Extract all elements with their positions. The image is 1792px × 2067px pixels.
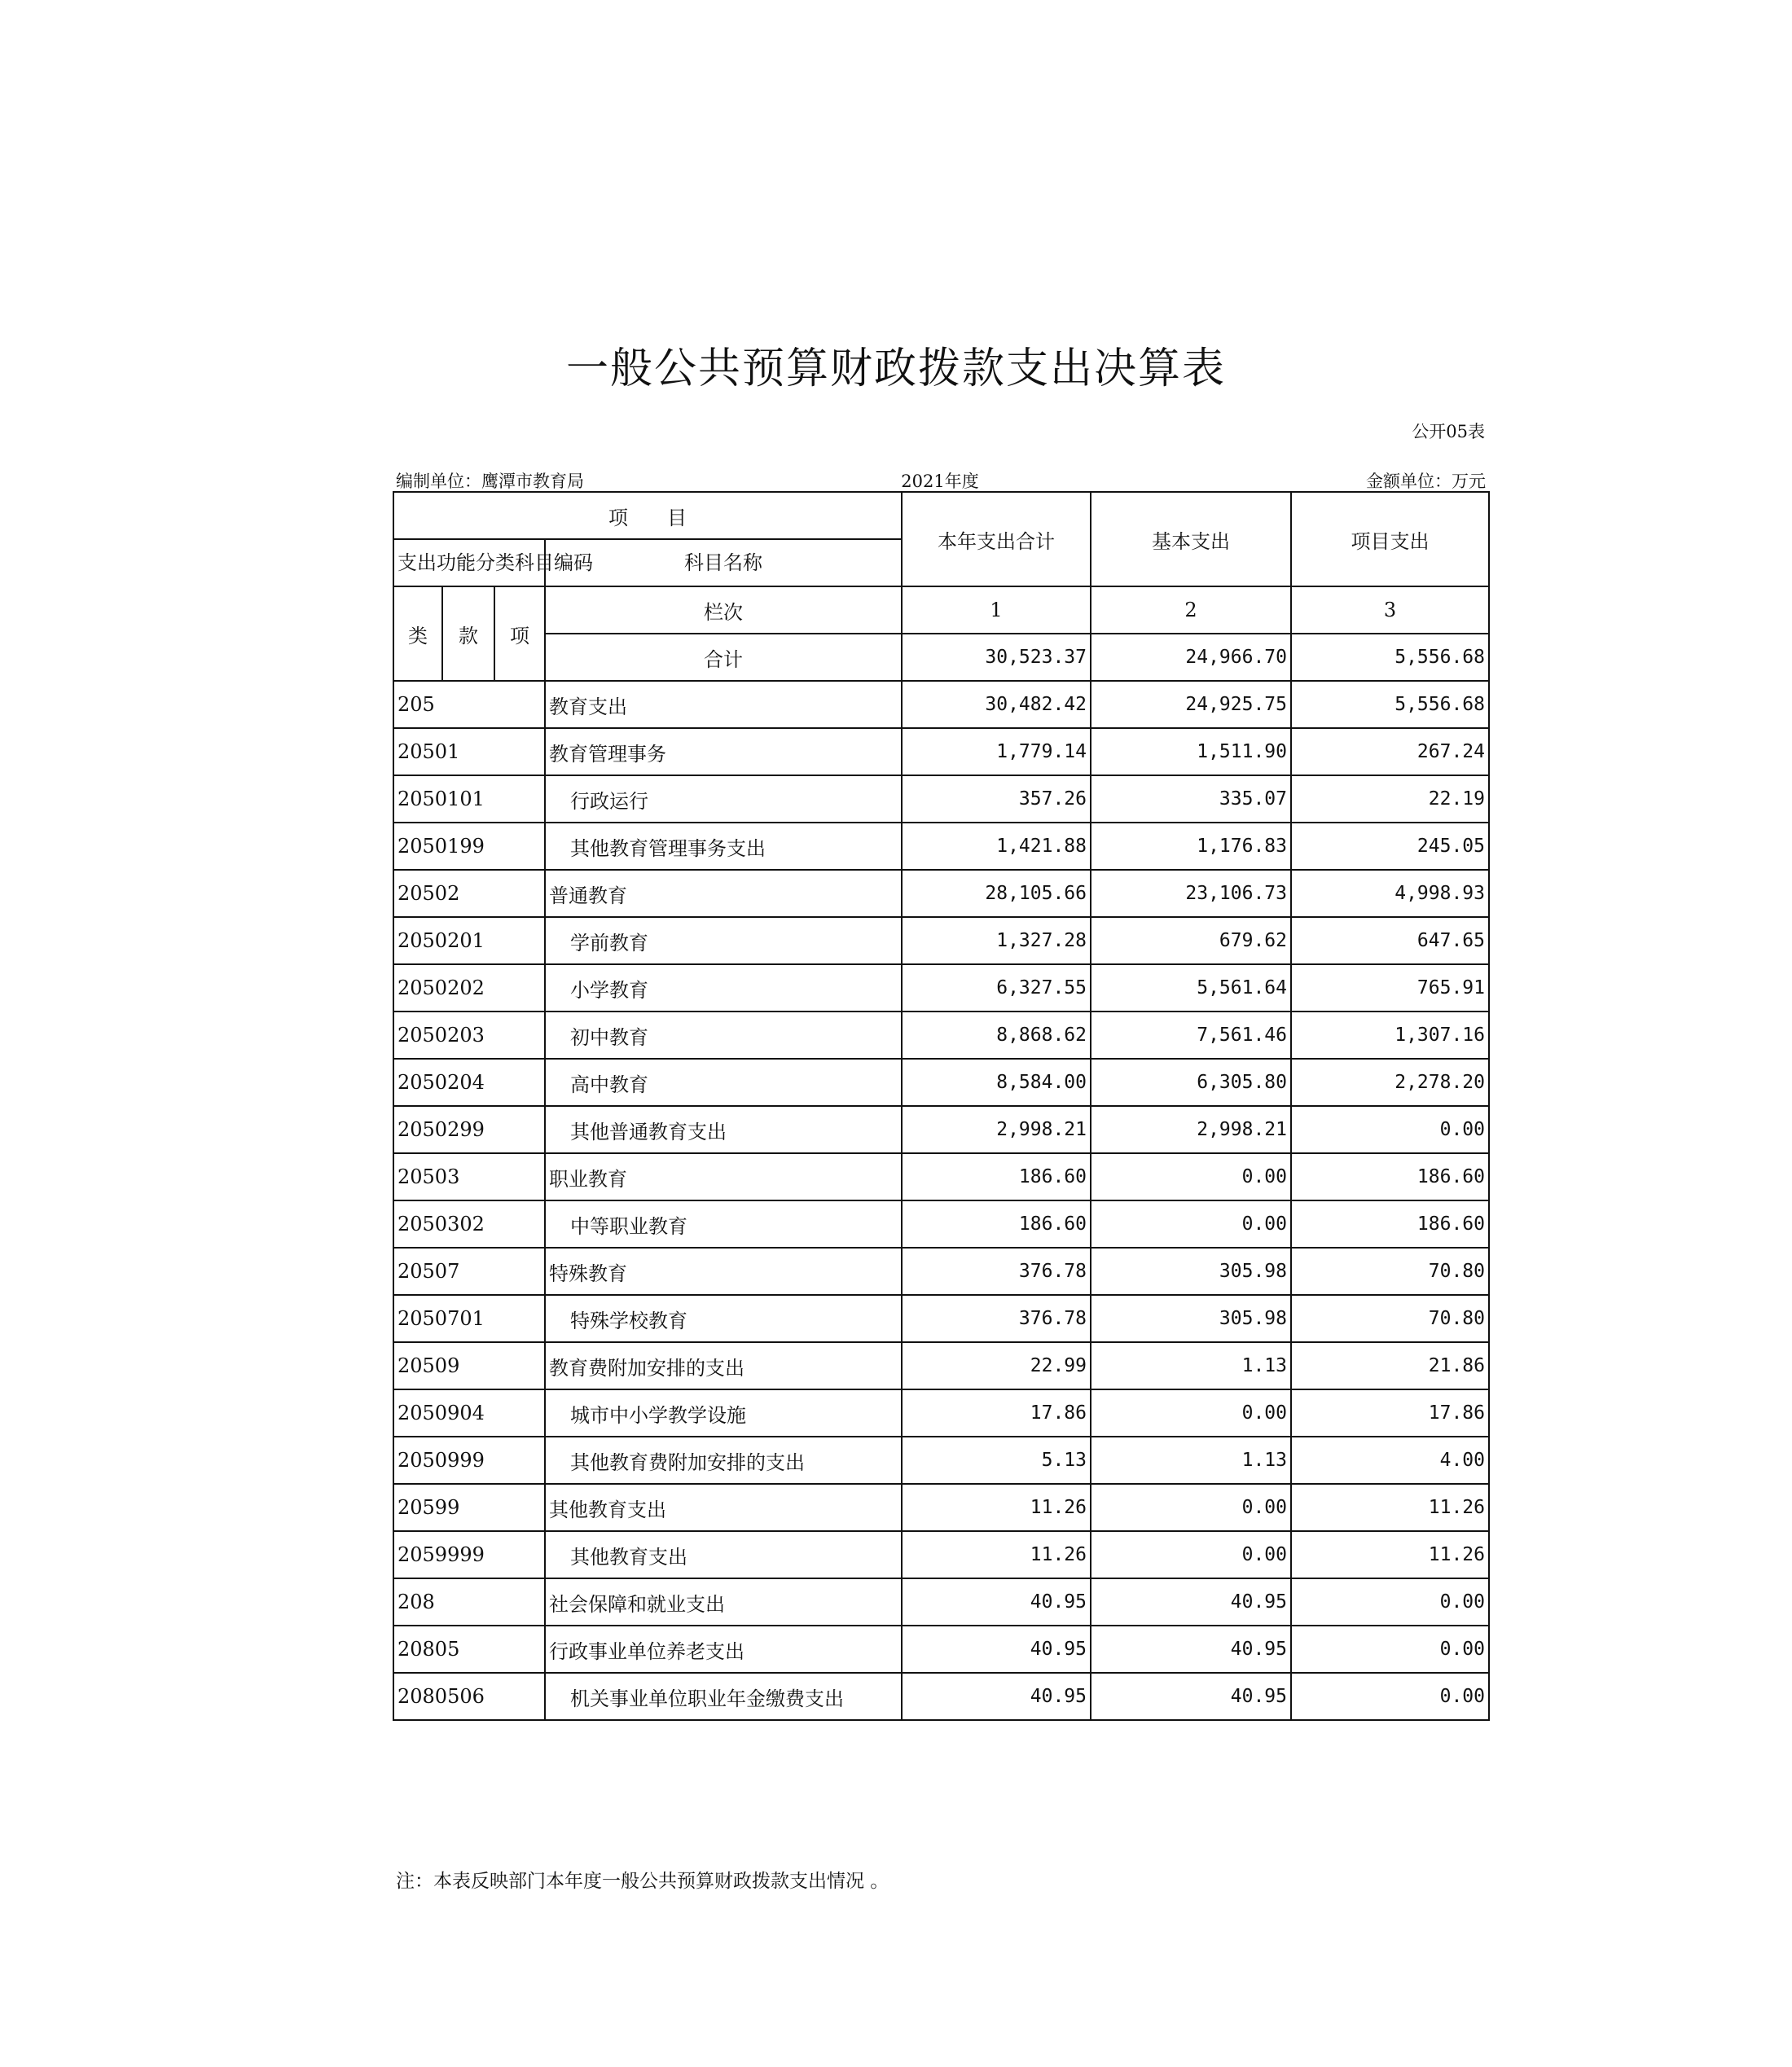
total-amount: 40.95	[902, 1626, 1091, 1673]
subject-name: 行政运行	[545, 775, 902, 823]
subject-code: 2050701	[393, 1295, 545, 1342]
table-row	[393, 1059, 1489, 1106]
total-amount: 1,327.28	[902, 917, 1091, 964]
total-amount: 186.60	[902, 1200, 1091, 1248]
project-amount: 245.05	[1291, 823, 1489, 870]
meta-row	[394, 468, 1486, 493]
project-amount: 17.86	[1291, 1389, 1489, 1437]
subject-code: 2050203	[393, 1012, 545, 1059]
basic-amount: 7,561.46	[1091, 1012, 1291, 1059]
subject-name: 高中教育	[545, 1059, 902, 1106]
basic-amount: 335.07	[1091, 775, 1291, 823]
total-amount: 5.13	[902, 1437, 1091, 1484]
basic-amount: 305.98	[1091, 1248, 1291, 1295]
project-amount: 186.60	[1291, 1200, 1489, 1248]
column-number-2: 2	[1091, 586, 1291, 634]
project-amount: 0.00	[1291, 1578, 1489, 1626]
total-amount: 376.78	[902, 1248, 1091, 1295]
project-amount: 0.00	[1291, 1626, 1489, 1673]
table-row	[393, 1437, 1489, 1484]
subject-name: 中等职业教育	[545, 1200, 902, 1248]
total-amount: 22.99	[902, 1342, 1091, 1389]
table-row	[393, 1106, 1489, 1153]
total-amount: 186.60	[902, 1153, 1091, 1200]
page-title: 一般公共预算财政拨款支出决算表	[565, 344, 1226, 393]
basic-amount: 1.13	[1091, 1342, 1291, 1389]
table-row	[393, 870, 1489, 917]
header-xiang: 项	[494, 586, 545, 681]
table-row	[393, 1389, 1489, 1437]
basic-amount: 5,561.64	[1091, 964, 1291, 1012]
subject-name: 机关事业单位职业年金缴费支出	[545, 1673, 902, 1720]
project-amount: 22.19	[1291, 775, 1489, 823]
basic-amount: 679.62	[1091, 917, 1291, 964]
header-row-3	[393, 586, 1489, 634]
basic-amount: 0.00	[1091, 1484, 1291, 1531]
project-amount: 5,556.68	[1291, 681, 1489, 728]
total-amount: 1,421.88	[902, 823, 1091, 870]
total-amount: 6,327.55	[902, 964, 1091, 1012]
table-row	[393, 1578, 1489, 1626]
table-row	[393, 917, 1489, 964]
header-kuan: 款	[442, 586, 494, 681]
project-amount: 267.24	[1291, 728, 1489, 775]
project-amount: 21.86	[1291, 1342, 1489, 1389]
total-amount: 40.95	[902, 1673, 1091, 1720]
project-amount: 186.60	[1291, 1153, 1489, 1200]
subject-name: 普通教育	[545, 870, 902, 917]
project-amount: 765.91	[1291, 964, 1489, 1012]
subject-code: 2050204	[393, 1059, 545, 1106]
subject-code: 20502	[393, 870, 545, 917]
total-amount: 1,779.14	[902, 728, 1091, 775]
project-amount: 4,998.93	[1291, 870, 1489, 917]
subject-name: 行政事业单位养老支出	[545, 1626, 902, 1673]
table-row	[393, 1153, 1489, 1200]
subject-code: 20503	[393, 1153, 545, 1200]
subject-code: 2050101	[393, 775, 545, 823]
subject-code: 2080506	[393, 1673, 545, 1720]
subject-code: 2050299	[393, 1106, 545, 1153]
total-amount: 30,482.42	[902, 681, 1091, 728]
header-func-code: 支出功能分类科目编码	[393, 539, 545, 586]
form-code: 公开05表	[1412, 422, 1485, 441]
table-row	[393, 681, 1489, 728]
subject-code: 2059999	[393, 1531, 545, 1578]
subject-name: 城市中小学教学设施	[545, 1389, 902, 1437]
basic-amount: 40.95	[1091, 1578, 1291, 1626]
table-row	[393, 728, 1489, 775]
expenditure-table	[393, 491, 1490, 1721]
subject-name: 小学教育	[545, 964, 902, 1012]
project-amount: 70.80	[1291, 1248, 1489, 1295]
basic-amount: 23,106.73	[1091, 870, 1291, 917]
table-row	[393, 1248, 1489, 1295]
header-subject-name: 科目名称	[545, 539, 902, 586]
subject-name: 职业教育	[545, 1153, 902, 1200]
column-number-1: 1	[902, 586, 1091, 634]
table-row	[393, 823, 1489, 870]
subject-code: 20509	[393, 1342, 545, 1389]
basic-amount: 1,176.83	[1091, 823, 1291, 870]
table-row	[393, 1342, 1489, 1389]
project-amount: 2,278.20	[1291, 1059, 1489, 1106]
subject-name: 学前教育	[545, 917, 902, 964]
footnote: 注：本表反映部门本年度一般公共预算财政拨款支出情况 。	[396, 1871, 889, 1892]
subject-name: 社会保障和就业支出	[545, 1578, 902, 1626]
total-amount: 357.26	[902, 775, 1091, 823]
subject-name: 特殊教育	[545, 1248, 902, 1295]
basic-amount: 0.00	[1091, 1531, 1291, 1578]
amount-unit: 金额单位：万元	[1366, 472, 1486, 491]
subject-code: 20805	[393, 1626, 545, 1673]
basic-amount: 0.00	[1091, 1389, 1291, 1437]
subject-code: 2050999	[393, 1437, 545, 1484]
header-col-project: 项目支出	[1291, 492, 1489, 586]
subject-name: 其他教育支出	[545, 1484, 902, 1531]
basic-amount: 1,511.90	[1091, 728, 1291, 775]
header-col-basic: 基本支出	[1091, 492, 1291, 586]
basic-amount: 0.00	[1091, 1153, 1291, 1200]
subject-code: 20507	[393, 1248, 545, 1295]
subject-code: 2050199	[393, 823, 545, 870]
total-amount: 8,868.62	[902, 1012, 1091, 1059]
subject-name: 教育费附加安排的支出	[545, 1342, 902, 1389]
subject-code: 205	[393, 681, 545, 728]
subject-code: 2050904	[393, 1389, 545, 1437]
subject-name: 其他教育管理事务支出	[545, 823, 902, 870]
table-row	[393, 964, 1489, 1012]
table-row	[393, 775, 1489, 823]
basic-amount: 40.95	[1091, 1626, 1291, 1673]
subject-name: 其他教育费附加安排的支出	[545, 1437, 902, 1484]
header-project: 项 目	[393, 492, 902, 539]
subject-code: 2050202	[393, 964, 545, 1012]
subject-code: 20501	[393, 728, 545, 775]
column-number-label: 栏次	[545, 586, 902, 634]
subject-code: 20599	[393, 1484, 545, 1531]
basic-amount: 24,925.75	[1091, 681, 1291, 728]
header-row-1	[393, 492, 1489, 539]
subject-name: 教育支出	[545, 681, 902, 728]
project-amount: 11.26	[1291, 1484, 1489, 1531]
total-amount: 28,105.66	[902, 870, 1091, 917]
basic-amount: 1.13	[1091, 1437, 1291, 1484]
subject-name: 特殊学校教育	[545, 1295, 902, 1342]
subject-code: 2050201	[393, 917, 545, 964]
total-amount: 40.95	[902, 1578, 1091, 1626]
sum-total: 30,523.37	[902, 634, 1091, 681]
project-amount: 1,307.16	[1291, 1012, 1489, 1059]
subject-name: 教育管理事务	[545, 728, 902, 775]
project-amount: 647.65	[1291, 917, 1489, 964]
total-amount: 17.86	[902, 1389, 1091, 1437]
table-row	[393, 1531, 1489, 1578]
basic-amount: 0.00	[1091, 1200, 1291, 1248]
project-amount: 4.00	[1291, 1437, 1489, 1484]
table-row	[393, 1295, 1489, 1342]
subject-name: 其他普通教育支出	[545, 1106, 902, 1153]
total-amount: 11.26	[902, 1531, 1091, 1578]
table-row	[393, 1200, 1489, 1248]
header-lei: 类	[393, 586, 442, 681]
subject-code: 2050302	[393, 1200, 545, 1248]
column-number-3: 3	[1291, 586, 1489, 634]
total-amount: 8,584.00	[902, 1059, 1091, 1106]
total-amount: 11.26	[902, 1484, 1091, 1531]
total-amount: 2,998.21	[902, 1106, 1091, 1153]
subject-name: 初中教育	[545, 1012, 902, 1059]
project-amount: 11.26	[1291, 1531, 1489, 1578]
sum-row	[393, 634, 1489, 681]
basic-amount: 6,305.80	[1091, 1059, 1291, 1106]
sum-project: 5,556.68	[1291, 634, 1489, 681]
table-row	[393, 1626, 1489, 1673]
subject-name: 其他教育支出	[545, 1531, 902, 1578]
table-row	[393, 1012, 1489, 1059]
table-row	[393, 1484, 1489, 1531]
header-col-total: 本年支出合计	[902, 492, 1091, 586]
project-amount: 0.00	[1291, 1673, 1489, 1720]
basic-amount: 305.98	[1091, 1295, 1291, 1342]
table-row	[393, 1673, 1489, 1720]
subject-code: 208	[393, 1578, 545, 1626]
project-amount: 70.80	[1291, 1295, 1489, 1342]
sum-label: 合计	[545, 634, 902, 681]
project-amount: 0.00	[1291, 1106, 1489, 1153]
total-amount: 376.78	[902, 1295, 1091, 1342]
compiling-unit: 编制单位：鹰潭市教育局	[396, 472, 584, 491]
fiscal-year: 2021年度	[901, 472, 979, 491]
sum-basic: 24,966.70	[1091, 634, 1291, 681]
basic-amount: 2,998.21	[1091, 1106, 1291, 1153]
basic-amount: 40.95	[1091, 1673, 1291, 1720]
